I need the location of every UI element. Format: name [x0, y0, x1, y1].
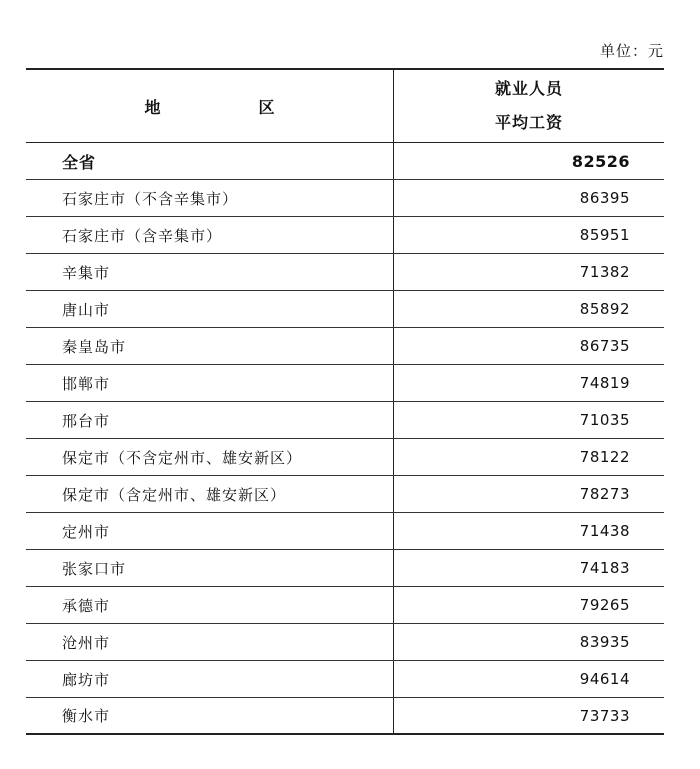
region-name: 张家口市 — [26, 550, 394, 586]
table-row — [26, 550, 664, 587]
average-wage-value: 82526 — [571, 151, 630, 171]
region-name: 保定市（含定州市、雄安新区） — [26, 476, 394, 512]
table-header — [26, 68, 664, 143]
table-row — [26, 624, 664, 661]
table-row — [26, 328, 664, 365]
header-wage — [394, 70, 664, 142]
table-row — [26, 291, 664, 328]
table-row — [26, 476, 664, 513]
region-name: 保定市（不含定州市、雄安新区） — [26, 439, 394, 475]
table-row — [26, 254, 664, 291]
header-region: 地区 — [26, 70, 394, 142]
region-name: 邯郸市 — [26, 365, 394, 401]
table-row — [26, 402, 664, 439]
average-wage-value: 74819 — [579, 374, 630, 392]
table-row — [26, 661, 664, 698]
average-wage-value: 85892 — [579, 300, 630, 318]
table-row — [26, 587, 664, 624]
table-row — [26, 698, 664, 735]
average-wage-value: 78273 — [579, 485, 630, 503]
region-name: 石家庄市（含辛集市） — [26, 217, 394, 253]
table-row — [26, 439, 664, 476]
table-row — [26, 180, 664, 217]
region-name: 全省 — [26, 143, 394, 179]
average-wage-value: 85951 — [579, 226, 630, 244]
average-wage-value: 74183 — [579, 559, 630, 577]
table-row-total — [26, 143, 664, 180]
header-wage-line1: 就业人员 — [494, 79, 563, 98]
average-wage-value: 71382 — [579, 263, 630, 281]
header-wage-line2: 平均工资 — [494, 113, 563, 132]
region-name: 秦皇岛市 — [26, 328, 394, 364]
region-name: 唐山市 — [26, 291, 394, 327]
average-wage-value: 86735 — [579, 337, 630, 355]
average-wage-value: 78122 — [579, 448, 630, 466]
region-name: 沧州市 — [26, 624, 394, 660]
table-row — [26, 513, 664, 550]
region-name: 石家庄市（不含辛集市） — [26, 180, 394, 216]
table-body — [26, 143, 664, 735]
region-name: 承德市 — [26, 587, 394, 623]
region-name: 定州市 — [26, 513, 394, 549]
region-name: 廊坊市 — [26, 661, 394, 697]
average-wage-value: 86395 — [579, 189, 630, 207]
average-wage-value: 79265 — [579, 596, 630, 614]
region-name: 衡水市 — [26, 698, 394, 733]
table-row — [26, 217, 664, 254]
average-wage-value: 73733 — [579, 706, 630, 725]
average-wage-value: 94614 — [579, 670, 630, 688]
table-row — [26, 365, 664, 402]
region-name: 邢台市 — [26, 402, 394, 438]
region-name: 辛集市 — [26, 254, 394, 290]
average-wage-value: 71438 — [579, 522, 630, 540]
average-wage-value: 71035 — [579, 411, 630, 429]
average-wage-value: 83935 — [579, 633, 630, 651]
unit-label: 单位：元 — [599, 42, 664, 60]
wage-table — [26, 68, 664, 735]
